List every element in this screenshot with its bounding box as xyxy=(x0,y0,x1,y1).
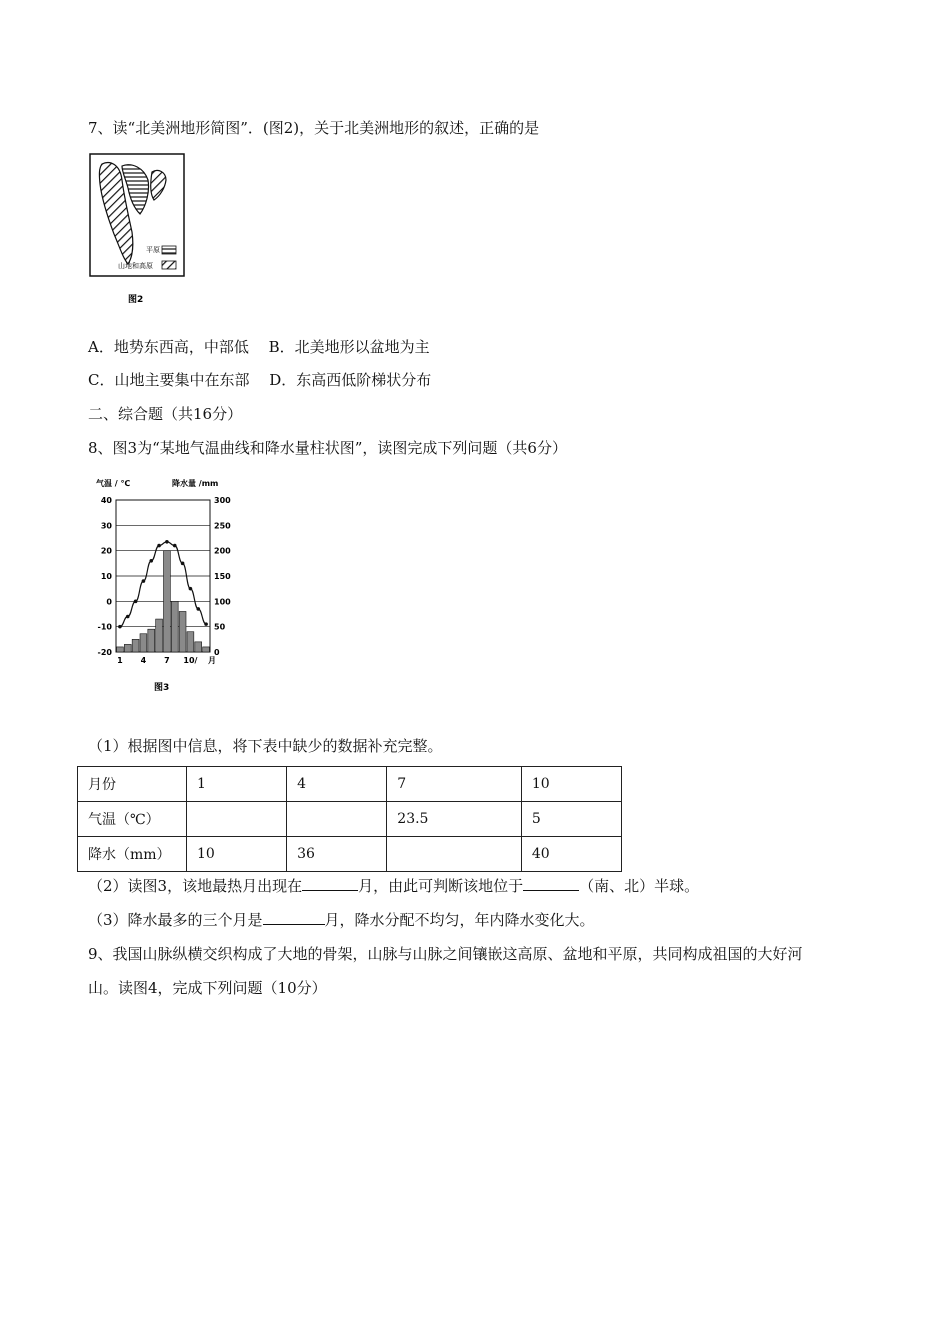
y-right-tick-label: 250 xyxy=(214,521,231,531)
x-tick-label: 10/ xyxy=(183,656,198,665)
table-row xyxy=(78,767,622,802)
north-america-terrain-map xyxy=(88,152,188,310)
temperature-point xyxy=(189,587,193,591)
table-row xyxy=(78,837,622,872)
table-row xyxy=(78,802,622,837)
table-cell[interactable] xyxy=(387,837,522,872)
data-table xyxy=(77,766,622,872)
y-right-tick-label: 200 xyxy=(214,546,231,556)
y-left-tick-label: 40 xyxy=(100,496,112,505)
table-cell: 5 xyxy=(521,802,621,837)
x-tick-label: 7 xyxy=(164,656,170,665)
temperature-point xyxy=(126,615,130,619)
figure2-caption: 图2 xyxy=(128,295,144,305)
q8-stem: 8、图3为“某地气温曲线和降水量柱状图”，读图完成下列问题（共6分） xyxy=(88,439,567,457)
temperature-point xyxy=(181,562,185,566)
y-right-tick-label: 300 xyxy=(214,496,231,505)
table-cell: 4 xyxy=(287,767,387,802)
y-right-tick-label: 0 xyxy=(214,648,220,657)
table-cell: 36 xyxy=(287,837,387,872)
precipitation-bar xyxy=(148,629,155,652)
precipitation-bar xyxy=(124,644,131,652)
q8-part2-text-b: 月，由此可判断该地位于 xyxy=(358,877,524,895)
table-cell: 23.5 xyxy=(387,802,522,837)
climate-chart xyxy=(88,472,248,694)
q8-part2 xyxy=(88,876,699,896)
answer-blank-rainiest-months[interactable] xyxy=(263,910,325,925)
precipitation-bar xyxy=(179,611,186,652)
temperature-point xyxy=(118,625,122,629)
y-left-tick-label: -10 xyxy=(97,622,112,632)
y-right-label: 降水量 /mm xyxy=(172,479,219,488)
precipitation-bar xyxy=(203,647,210,652)
q9-line1: 9、我国山脉纵横交织构成了大地的骨架，山脉与山脉之间镶嵌这高原、盆地和平原，共同构成祖国的大好河 xyxy=(88,945,803,963)
figure3-caption: 图3 xyxy=(154,683,170,693)
table-cell: 1 xyxy=(187,767,287,802)
q7-stem: 7、读“北美洲地形简图”．(图2)，关于北美洲地形的叙述，正确的是 xyxy=(88,119,540,137)
temperature-point xyxy=(142,579,146,583)
section2-heading: 二、综合题（共16分） xyxy=(88,405,243,423)
table-cell: 降水（mm） xyxy=(78,837,187,872)
precipitation-bar xyxy=(195,642,202,652)
x-axis-label: 月 xyxy=(208,656,216,665)
y-left-tick-label: 30 xyxy=(100,521,112,531)
precipitation-bar xyxy=(187,632,194,652)
y-left-label: 气温 / ℃ xyxy=(96,479,131,488)
q7-option-cd: C．山地主要集中在东部 D．东高西低阶梯状分布 xyxy=(88,371,432,389)
table-cell: 10 xyxy=(521,767,621,802)
q9-line2: 山。读图4，完成下列问题（10分） xyxy=(88,979,327,997)
table-cell: 月份 xyxy=(78,767,187,802)
q8-part1: （1）根据图中信息，将下表中缺少的数据补充完整。 xyxy=(88,737,443,755)
x-tick-label: 1 xyxy=(117,656,123,665)
table-cell: 10 xyxy=(187,837,287,872)
y-left-tick-label: 0 xyxy=(106,597,112,607)
temperature-point xyxy=(149,559,153,563)
legend-mountain-swatch xyxy=(162,261,176,269)
precipitation-bar xyxy=(132,639,139,652)
q8-part2-text-a: （2）读图3，该地最热月出现在 xyxy=(88,877,303,895)
answer-blank-hottest-month[interactable] xyxy=(302,876,358,891)
legend-plain-swatch xyxy=(162,246,176,254)
precipitation-bar xyxy=(117,647,124,652)
q8-part2-text-c: （南、北）半球。 xyxy=(579,877,700,895)
y-right-tick-label: 150 xyxy=(214,572,231,581)
chart-grid xyxy=(116,500,210,652)
y-left-tick-label: 10 xyxy=(100,572,112,581)
legend-mountain-label: 山地和高原 xyxy=(118,262,153,270)
table-cell: 气温（℃） xyxy=(78,802,187,837)
table-cell[interactable] xyxy=(287,802,387,837)
table-cell: 7 xyxy=(387,767,522,802)
x-tick-label: 4 xyxy=(140,656,147,665)
temperature-point xyxy=(165,540,169,544)
temperature-point xyxy=(196,607,200,611)
table-cell: 40 xyxy=(521,837,621,872)
temperature-point xyxy=(204,622,208,626)
q8-part3 xyxy=(88,910,595,930)
y-left-tick-label: -20 xyxy=(97,648,112,657)
legend-plain-label: 平原 xyxy=(146,246,160,254)
table-cell[interactable] xyxy=(187,802,287,837)
y-right-tick-label: 100 xyxy=(214,597,231,607)
temperature-point xyxy=(134,600,138,604)
q8-part3-text-b: 月，降水分配不均匀，年内降水变化大。 xyxy=(324,911,595,929)
q8-part3-text-a: （3）降水最多的三个月是 xyxy=(88,911,263,929)
q7-option-ab: A．地势东西高，中部低 B．北美地形以盆地为主 xyxy=(88,338,430,356)
temperature-point xyxy=(157,544,161,548)
precipitation-bar xyxy=(140,634,147,652)
precipitation-bar xyxy=(156,619,163,652)
answer-blank-hemisphere[interactable] xyxy=(523,876,579,891)
y-right-tick-label: 50 xyxy=(214,622,226,632)
temperature-point xyxy=(173,544,177,548)
y-left-tick-label: 20 xyxy=(100,546,112,556)
precipitation-bar xyxy=(164,551,171,652)
precipitation-bar xyxy=(171,601,178,652)
